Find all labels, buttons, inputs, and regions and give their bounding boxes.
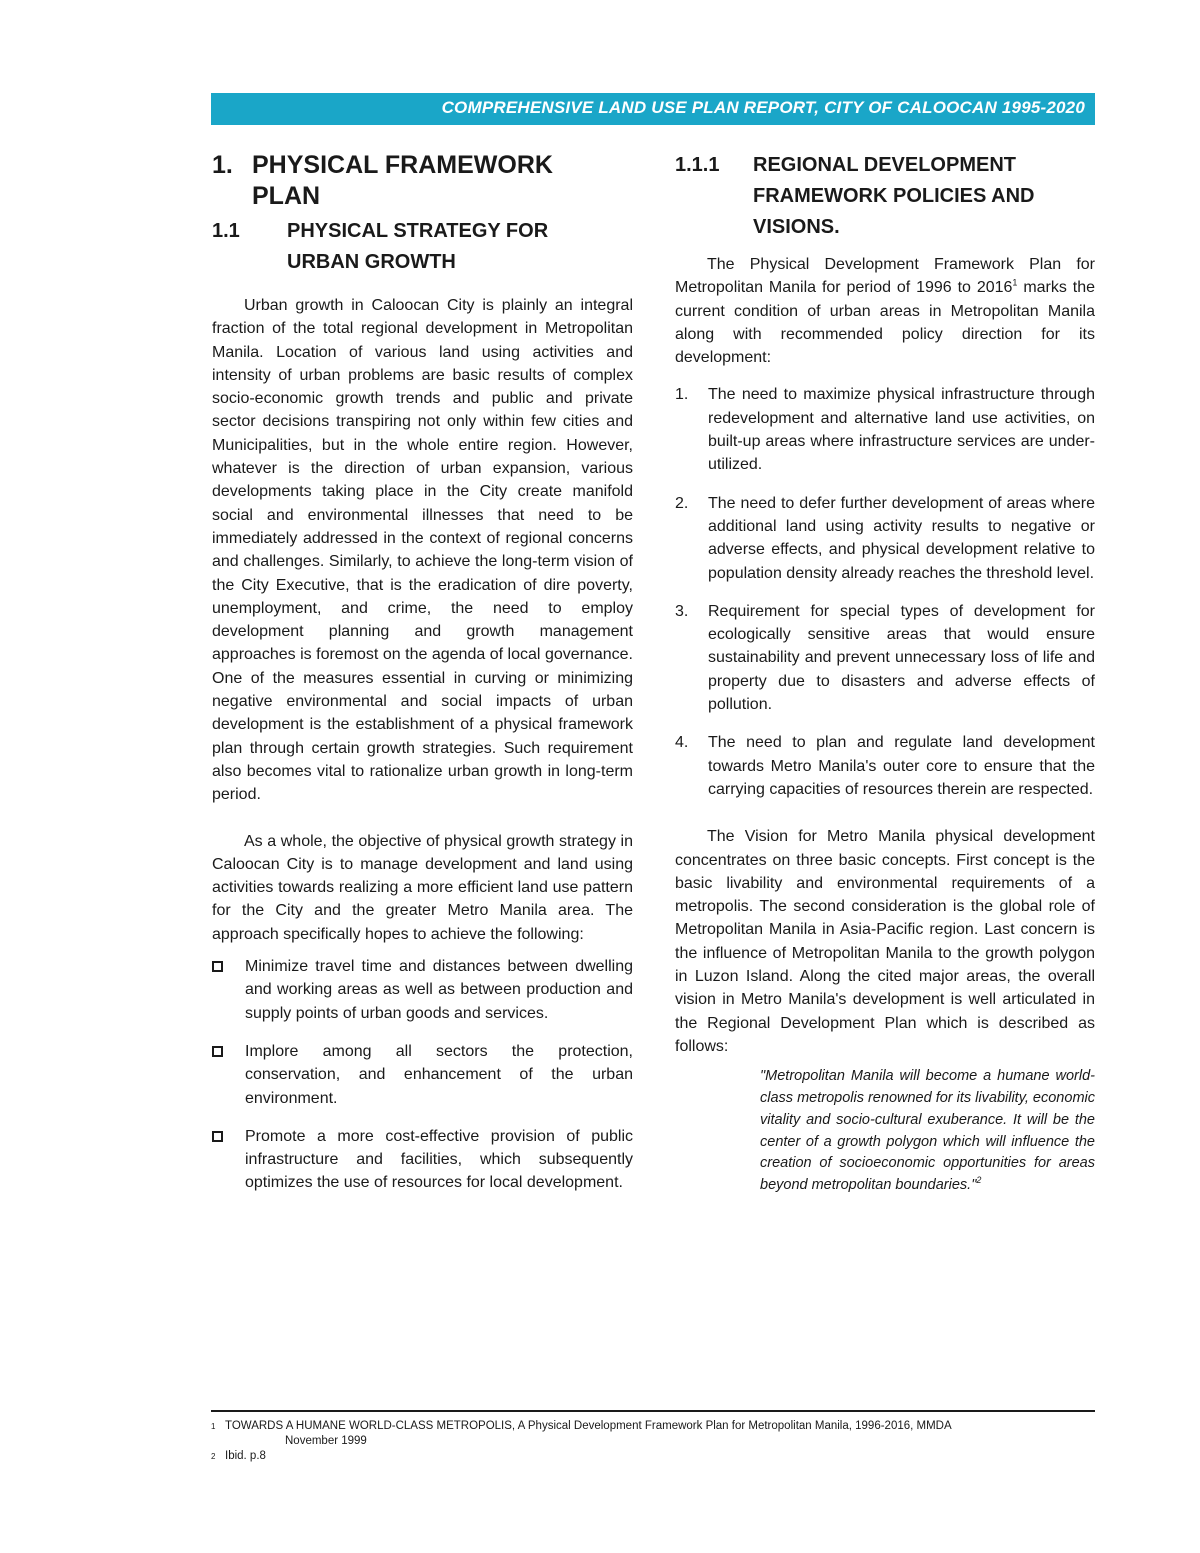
list-item: 3. Requirement for special types of development for ecologically sensitive areas that would ensure sustainability and prevent unnecessary loss of life and property due to disasters and adverse effects of pollution. [675, 602, 1095, 714]
header-band [211, 93, 1095, 125]
objective-list [212, 955, 633, 1195]
subsubsection-title: REGIONAL DEVELOPMENT FRAMEWORK POLICIES AND VISIONS. [753, 154, 1035, 238]
footnote-ref: 1 [1012, 277, 1018, 288]
policy-list [675, 383, 1095, 801]
vision-quote: "Metropolitan Manila will become a humane world-class metropolis renowned for its livability, economic vitality and socio-cultural exuberance. It will be the center of a growth polygon which will influence the creation of socioeconomic opportunities for areas beyond metropolitan boundaries."$^2$ [760, 1068, 1095, 1194]
list-item: 4. The need to plan and regulate land development towards Metro Manila's outer core to ensure that the carrying capacities of resources therein are respected. [675, 734, 1095, 798]
footnote-continuation: November 1999 [285, 1435, 367, 1447]
subsection-heading [212, 216, 633, 278]
subsection-number: 1.1 [212, 220, 240, 242]
vision-paragraph: The Vision for Metro Manila physical development concentrates on three basic concepts. First concept is the basic livability and environmental requirements of a metropolis. The second consideration is the global role of Metropolitan Manila in Asia-Pacific region. Last concern is the influence of Metropolitan Manila to the growth polygon in Luzon Island. Along the cited major areas, the overall vision in Metro Manila's development is well articulated in the Regional Development Plan which is described as follows: [675, 828, 1095, 1055]
footnote-ref: 2 [976, 1175, 982, 1186]
list-item: Implore among all sectors the protection, conservation, and enhancement of the urban environment. [212, 1040, 633, 1110]
report-title: COMPREHENSIVE LAND USE PLAN REPORT, CITY OF CALOOCAN 1995-2020 [441, 98, 1085, 117]
policy-intro-paragraph: The Physical Development Framework Plan for Metropolitan Manila for period of 1996 to 2016$^1$ marks the current condition of urban areas in Metropolitan Manila along with recommended policy direction for its development: [675, 256, 1096, 367]
checkbox-bullet-icon [212, 1046, 223, 1057]
right-column [675, 150, 1095, 1197]
objective-paragraph: As a whole, the objective of physical growth strategy in Caloocan City is to manage development and land using activities towards realizing a more efficient land use pattern for the City and the greater Metro Manila area. The approach specifically hopes to achieve the following: [212, 832, 633, 943]
footnotes [211, 1419, 1101, 1464]
list-item: 2. The need to defer further development of areas where additional land using activity results to negative or adverse effects, and physical development relative to population density already reaches the threshold level. [675, 494, 1095, 582]
subsubsection-number: 1.1.1 [675, 154, 720, 176]
section-title: PHYSICAL FRAMEWORK PLAN [252, 151, 553, 210]
subsubsection-heading [675, 150, 1095, 243]
list-item: 1. The need to maximize physical infrastructure through redevelopment and alternative land use activities, on built-up areas where infrastructure services are under-utilized. [675, 386, 1095, 474]
checkbox-bullet-icon [212, 1131, 223, 1142]
footnote: 2 Ibid. p.8 [211, 1450, 266, 1462]
subsection-title: PHYSICAL STRATEGY FOR URBAN GROWTH [287, 220, 549, 273]
intro-paragraph: Urban growth in Caloocan City is plainly an integral fraction of the total regional development in Metropolitan Manila. Location of various land using activities and intensity of urban problems are basic results of complex socio-economic growth trends and public and private sector decisions transpiring not only within few cities and Municipalities, but in the whole entire region. However, whatever is the direction of urban expansion, various developments taking place in the City create manifold social and environmental illnesses that need to be immediately addressed in the context of regional concerns and challenges. Similarly, to achieve the long-term vision of the City Executive, that is the eradication of dire poverty, unemployment, and crime, the need to employ development planning and growth management approaches is foremost on the agenda of local governance. One of the measures essential in curving or minimizing negative environmental and social impacts of urban development is the establishment of a physical framework plan through certain growth strategies. Such requirement also becomes vital to rationalize urban growth in long-term period. [212, 297, 633, 804]
section-number: 1. [212, 151, 233, 179]
list-item: Minimize travel time and distances between dwelling and working areas as well as between production and supply points of urban goods and services. [212, 955, 633, 1025]
list-item: Promote a more cost-effective provision of public infrastructure and facilities, which subsequently optimizes the use of resources for local development. [212, 1125, 633, 1195]
section-heading [212, 150, 633, 212]
left-column [212, 150, 633, 1195]
checkbox-bullet-icon [212, 961, 223, 972]
footnote: 1 TOWARDS A HUMANE WORLD-CLASS METROPOLIS, A Physical Development Framework Plan for Metropolitan Manila, 1996-2016, MMDA [211, 1420, 952, 1432]
footnote-divider [211, 1410, 1095, 1412]
